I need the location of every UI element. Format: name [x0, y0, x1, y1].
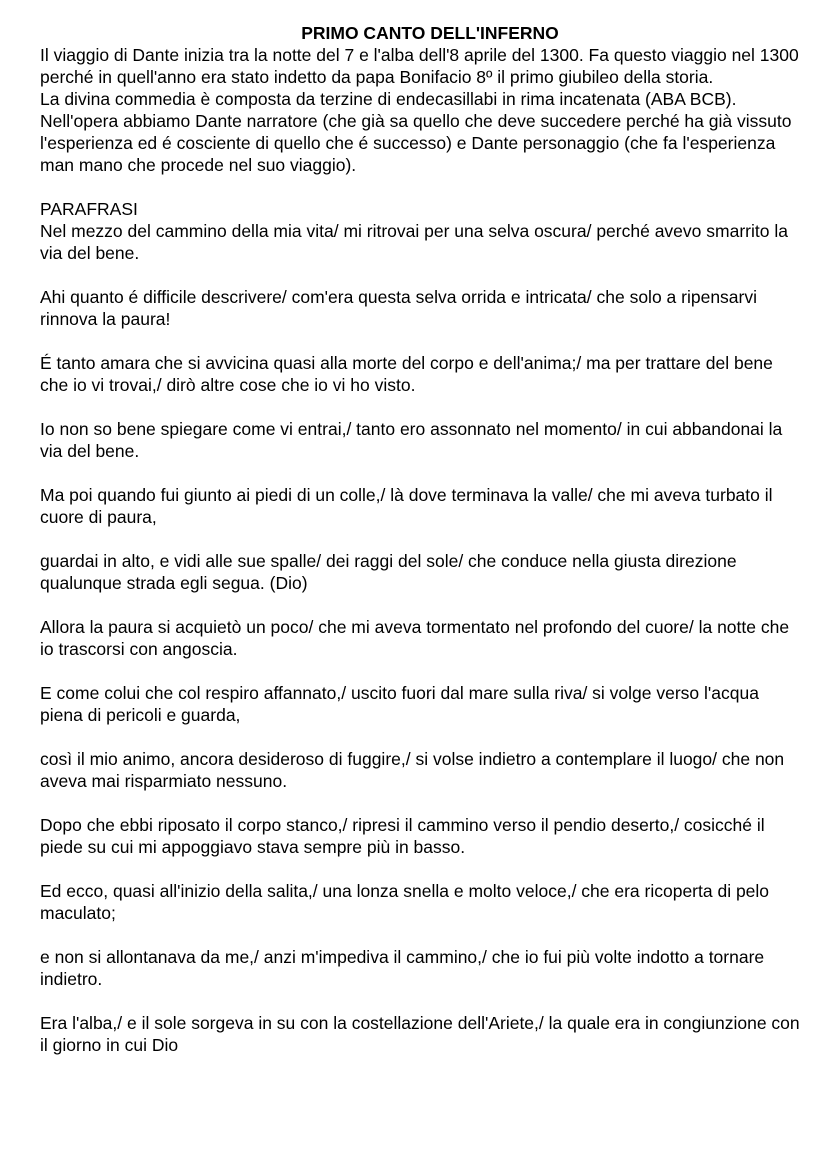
paraphrase-paragraph: così il mio animo, ancora desideroso di fuggire,/ si volse indietro a contemplare il luogo/ che non aveva mai risparmiato nessuno. [40, 749, 785, 791]
intro-paragraph-2: La divina commedia è composta da terzine di endecasillabi in rima incatenata (ABA BCB). Nell'opera abbiamo Dante narratore (che già sa quello che deve succedere perché ha già vissuto l'esperienza ed é cosciente di quello che é successo) e Dante personaggio (che fa l'esperienza man mano che procede nel suo viaggio). [40, 89, 792, 175]
paraphrase-paragraph: Era l'alba,/ e il sole sorgeva in su con la costellazione dell'Ariete,/ la quale era in congiunzione con il giorno in cui Dio [40, 1013, 800, 1055]
spacer [40, 858, 800, 880]
spacer [40, 924, 800, 946]
spacer [40, 176, 800, 198]
spacer [40, 330, 800, 352]
spacer [40, 660, 800, 682]
paraphrase-paragraph: Nel mezzo del cammino della mia vita/ mi ritrovai per una selva oscura/ perché avevo smarrito la via del bene. [40, 221, 788, 263]
spacer [40, 990, 800, 1012]
spacer [40, 396, 800, 418]
paraphrase-paragraph: Ahi quanto é difficile descrivere/ com'era questa selva orrida e intricata/ che solo a ripensarvi rinnova la paura! [40, 287, 757, 329]
paraphrase-paragraph: Allora la paura si acquietò un poco/ che mi aveva tormentato nel profondo del cuore/ la notte che io trascorsi con angoscia. [40, 617, 790, 659]
intro-paragraph-1: Il viaggio di Dante inizia tra la notte del 7 e l'alba dell'8 aprile del 1300. Fa questo viaggio nel 1300 perché in quell'anno era stato indetto da papa Bonifacio 8º il primo giubileo della storia. [40, 45, 799, 87]
paraphrase-paragraph: É tanto amara che si avvicina quasi alla morte del corpo e dell'anima;/ ma per trattare del bene che io vi trovai,/ dirò altre cose che io vi ho visto. [40, 353, 773, 395]
section-heading: PARAFRASI [40, 199, 138, 219]
paraphrase-paragraph: guardai in alto, e vidi alle sue spalle/ dei raggi del sole/ che conduce nella giusta direzione qualunque strada egli segua. (Dio) [40, 551, 737, 593]
paraphrase-paragraph: E come colui che col respiro affannato,/ uscito fuori dal mare sulla riva/ si volge verso l'acqua piena di pericoli e guarda, [40, 683, 759, 725]
paraphrase-paragraph: Io non so bene spiegare come vi entrai,/ tanto ero assonnato nel momento/ in cui abbandonai la via del bene. [40, 419, 783, 461]
spacer [40, 594, 800, 616]
spacer [40, 528, 800, 550]
spacer [40, 264, 800, 286]
paraphrase-paragraph: Ma poi quando fui giunto ai piedi di un colle,/ là dove terminava la valle/ che mi aveva turbato il cuore di paura, [40, 485, 773, 527]
spacer [40, 726, 800, 748]
spacer [40, 462, 800, 484]
document-page [40, 22, 800, 1056]
page-title: PRIMO CANTO DELL'INFERNO [301, 23, 559, 43]
paraphrase-paragraph: Dopo che ebbi riposato il corpo stanco,/ ripresi il cammino verso il pendio deserto,/ cosicché il piede su cui mi appoggiavo stava sempre più in basso. [40, 815, 765, 857]
paraphrase-paragraph: e non si allontanava da me,/ anzi m'impediva il cammino,/ che io fui più volte indotto a tornare indietro. [40, 947, 765, 989]
spacer [40, 792, 800, 814]
paraphrase-paragraph: Ed ecco, quasi all'inizio della salita,/ una lonza snella e molto veloce,/ che era ricoperta di pelo maculato; [40, 881, 770, 923]
